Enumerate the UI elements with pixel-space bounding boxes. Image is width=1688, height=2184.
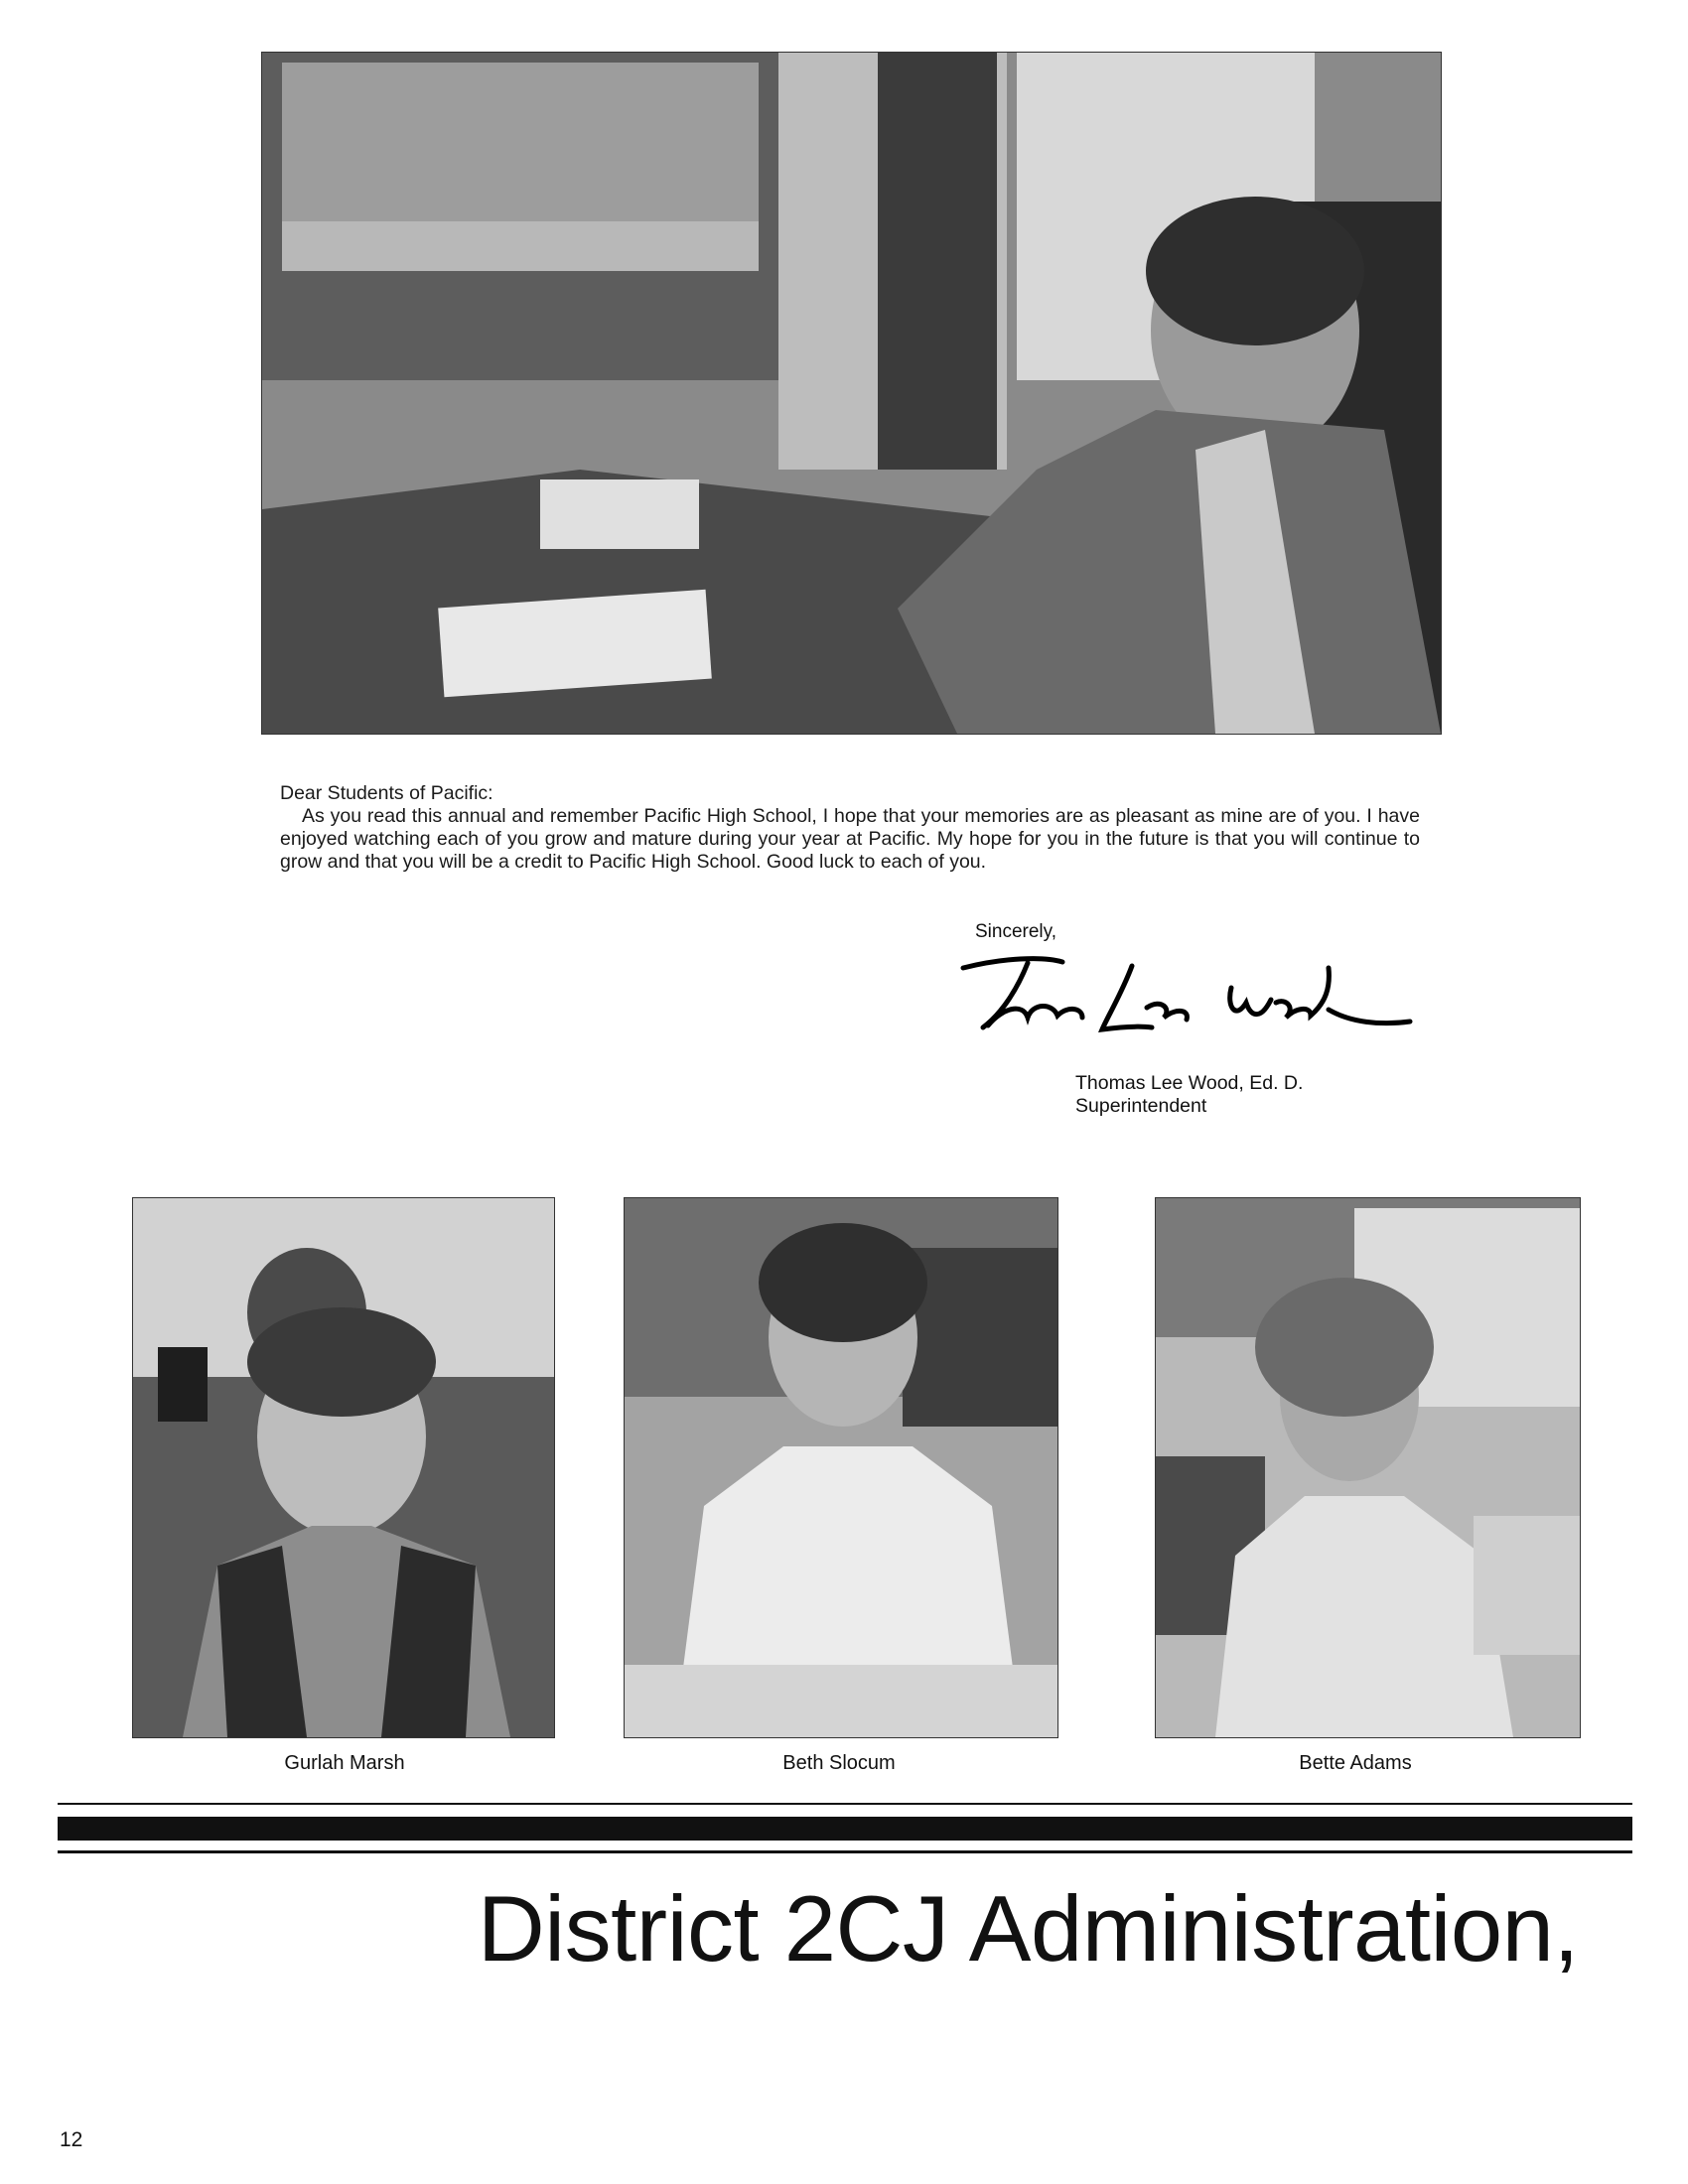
divider-thick xyxy=(58,1817,1632,1841)
signer-name: Thomas Lee Wood, Ed. D. xyxy=(1075,1072,1304,1094)
signature xyxy=(933,948,1420,1047)
signer-block xyxy=(1075,1072,1303,1118)
staff-photo-bette-adams xyxy=(1155,1197,1581,1738)
letter-body: As you read this annual and remember Pacific High School, I hope that your memories are as pleasant as mine are of you. I have enjoyed watching each of you grow and mature during your year at Pacific. My hope for you in the future is that you will continue to grow and that you will be a credit to Pacific High School. Good luck to each of you. xyxy=(280,805,1420,873)
letter-text xyxy=(280,782,1420,874)
photo-gurlah-marsh-icon xyxy=(133,1198,554,1737)
signer-title: Superintendent xyxy=(1075,1095,1207,1117)
photo-beth-slocum-icon xyxy=(625,1198,1057,1737)
page-heading: District 2CJ Administration, xyxy=(477,1876,1579,1980)
staff-photo-beth-slocum xyxy=(624,1197,1058,1738)
page-number: 12 xyxy=(60,2128,83,2151)
staff-caption-bette-adams: Bette Adams xyxy=(1299,1752,1412,1774)
staff-photo-gurlah-marsh xyxy=(132,1197,555,1738)
superintendent-photo xyxy=(261,52,1442,735)
staff-caption-gurlah-marsh: Gurlah Marsh xyxy=(284,1752,405,1774)
letter-closing: Sincerely, xyxy=(975,921,1057,942)
staff-caption-beth-slocum: Beth Slocum xyxy=(782,1752,896,1774)
letter-greeting: Dear Students of Pacific: xyxy=(280,782,493,804)
photo-superintendent-at-desk-icon xyxy=(262,53,1441,734)
divider-thin-bottom xyxy=(58,1850,1632,1853)
photo-bette-adams-icon xyxy=(1156,1198,1580,1737)
divider-thin-top xyxy=(58,1803,1632,1805)
